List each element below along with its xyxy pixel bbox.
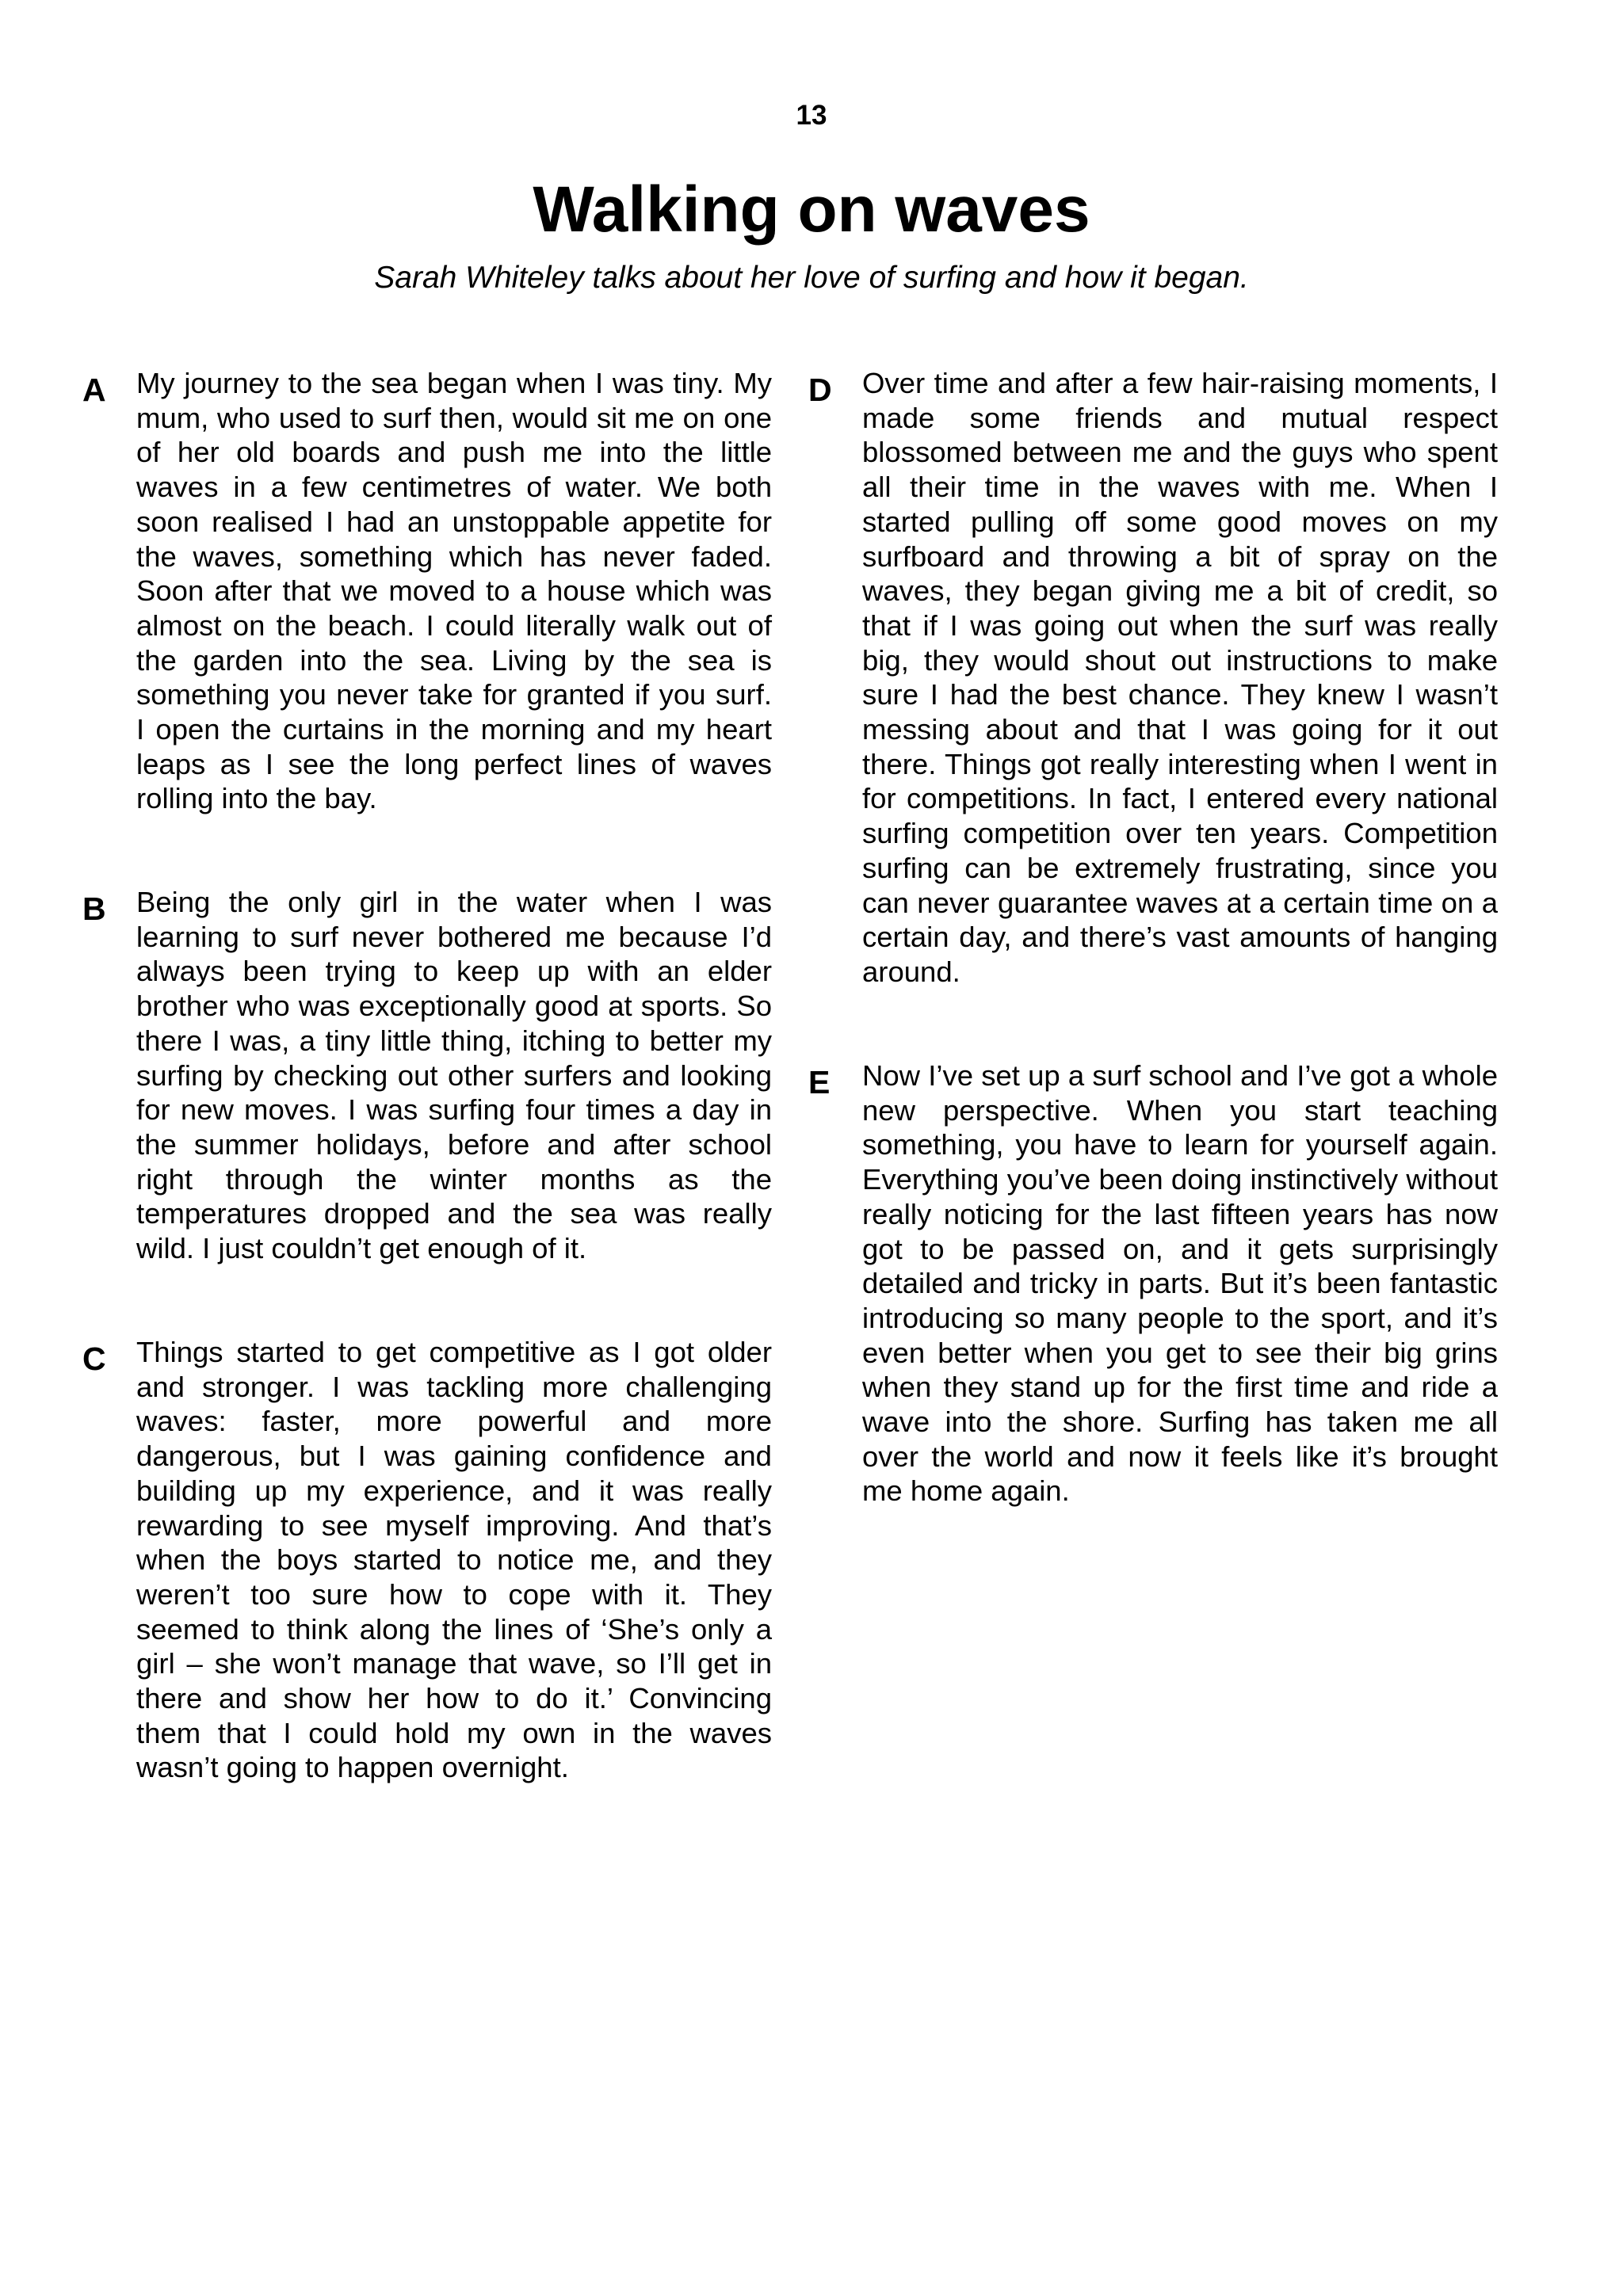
section-text: Now I’ve set up a surf school and I’ve got a whole new perspective. When you start teaching something, you have to learn for yourself again. Everything you’ve been doing instinctively without really noticing for the last fifteen years has now got to be passed on, and it gets surprisingly detailed and tricky in parts. But it’s been fantastic introducing so many people to the sport, and it’s even better when you get to see their big grins when they stand up for the first time and ride a wave into the shore. Surfing has taken me all over the world and now it feels like it’s brought me home again. <box>862 1059 1498 1508</box>
section-letter: C <box>82 1341 106 1377</box>
section-letter: B <box>82 891 106 927</box>
article-title: Walking on waves <box>533 174 1090 246</box>
section-text: Over time and after a few hair-raising moments, I made some friends and mutual respect blossomed between me and the guys who spent all their time in the waves with me. When I started pulling off some good moves on my surfboard and throwing a bit of spray on the waves, they began giving me a bit of credit, so that if I was going out when the surf was really big, they would shout out instructions to make sure I had the best chance. They knew I wasn’t messing about and that I was going for it out there. Things got really interesting when I went in for competitions. In fact, I entered every national surfing competition over ten years. Competition surfing can be extremely frustrating, since you can never guarantee waves at a certain time on a certain day, and there’s vast amounts of hanging around. <box>862 367 1498 988</box>
section-text: Being the only girl in the water when I was learning to surf never bothered me because I’d always been trying to keep up with an elder brother who was exceptionally good at sports. So there I was, a tiny little thing, itching to better my surfing by checking out other surfers and looking for new moves. I was surfing four times a day in the summer holidays, before and after school right through the winter months as the temperatures dropped and the sea was really wild. I just couldn’t get enough of it. <box>136 886 772 1265</box>
article-subtitle: Sarah Whiteley talks about her love of surfing and how it began. <box>374 261 1249 295</box>
page-number: 13 <box>796 100 827 131</box>
section-letter: E <box>808 1064 831 1100</box>
section-text: My journey to the sea began when I was tiny. My mum, who used to surf then, would sit me on one of her old boards and push me into the little waves in a few centimetres of water. We both soon realised I had an unstoppable appetite for the waves, something which has never faded. Soon after that we moved to a house which was almost on the beach. I could literally walk out of the garden into the sea. Living by the sea is something you never take for granted if you surf. I open the curtains in the morning and my heart leaps as I see the long perfect lines of waves rolling into the bay. <box>136 367 772 815</box>
section-text: Things started to get competitive as I got older and stronger. I was tackling more challenging waves: faster, more powerful and more dangerous, but I was gaining confidence and building up my experience, and it was really rewarding to see myself improving. And that’s when the boys started to notice me, and they weren’t too sure how to cope with it. They seemed to think along the lines of ‘She’s only a girl – she won’t manage that wave, so I’ll get in there and show her how to do it.’ Convincing them that I could hold my own in the waves wasn’t going to happen overnight. <box>136 1336 772 1784</box>
section-letter: A <box>82 372 106 408</box>
section-letter: D <box>808 372 832 408</box>
